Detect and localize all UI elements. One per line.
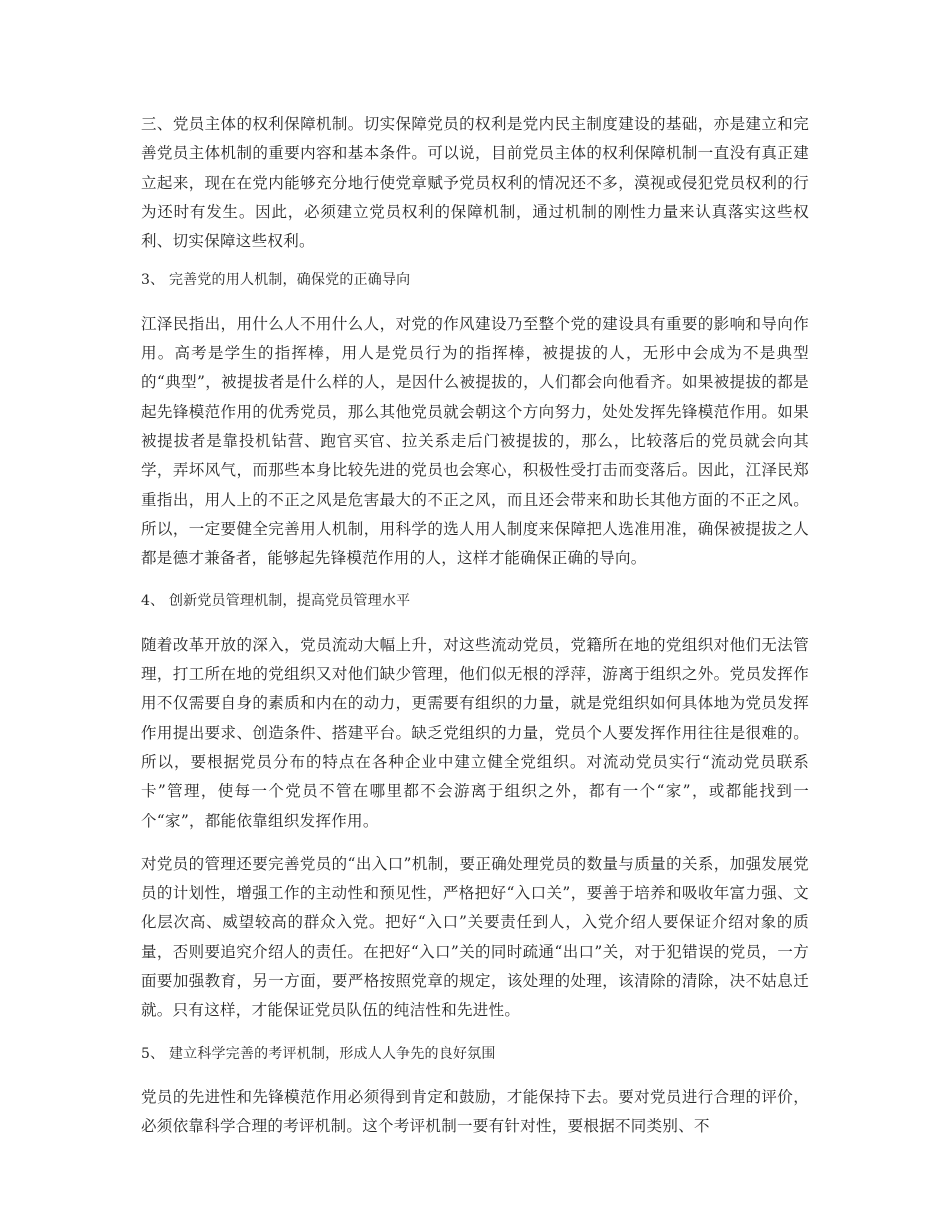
paragraph-entry-exit: 对党员的管理还要完善党员的“出入口”机制，要正确处理党员的数量与质量的关系，加强发展党员的计划性，增强工作的主动性和预见性，严格把好“入口关”，要善于培养和吸收年富力强、文化层次高、威望较高的群众入党。把好“入口”关要责任到人，入党介绍人要保证介绍对象的质量，否则要追究介绍人的责任。在把好“入口”关的同时疏通“出口”关，对于犯错误的党员，一方面要加强教育，另一方面，要严格按照党章的规定，该处理的处理，该清除的清除，决不姑息迁就。只有这样，才能保证党员队伍的纯洁性和先进性。 xyxy=(141,854,809,1020)
paragraph-personnel-mechanism: 江泽民指出，用什么人不用什么人，对党的作风建设乃至整个党的建设具有重要的影响和导向作用。高考是学生的指挥棒，用人是党员行为的指挥棒，被提拔的人，无形中会成为不是典型的“典型”，被提拔者是什么样的人，是因什么被提拔的，人们都会向他看齐。如果被提拔的都是起先锋模范作用的优秀党员，那么其他党员就会朝这个方向努力，处处发挥先锋模范作用。如果被提拔者是靠投机钻营、跑官买官、拉关系走后门被提拔的，那么，比较落后的党员就会向其学，弄坏风气，而那些本身比较先进的党员也会寒心，积极性受打击而变落后。因此，江泽民郑重指出，用人上的不正之风是危害最大的不正之风，而且还会带来和助长其他方面的不正之风。所以，一定要健全完善用人机制，用科学的选人用人制度来保障把人选准用准，确保被提拔之人都是德才兼备者，能够起先锋模范作用的人，这样才能确保正确的导向。 xyxy=(141,314,809,568)
section-heading-5: 5、 建立科学完善的考评机制，形成人人争先的良好氛围 xyxy=(141,1045,496,1062)
section-heading-4: 4、 创新党员管理机制，提高党员管理水平 xyxy=(141,593,411,610)
paragraph-rights-mechanism: 三、党员主体的权利保障机制。切实保障党员的权利是党内民主制度建设的基础，亦是建立和完善党员主体机制的重要内容和基本条件。可以说，目前党员主体的权利保障机制一直没有真正建立起来，现在在党内能够充分地行使党章赋予党员权利的情况还不多，漠视或侵犯党员权利的行为还时有发生。因此，必须建立党员权利的保障机制，通过机制的刚性力量来认真落实这些权利、切实保障这些权利。 xyxy=(141,115,809,251)
paragraph-evaluation: 党员的先进性和先锋模范作用必须得到肯定和鼓励，才能保持下去。要对党员进行合理的评价，必须依靠科学合理的考评机制。这个考评机制一要有针对性，要根据不同类别、不 xyxy=(141,1087,809,1136)
section-heading-3: 3、 完善党的用人机制，确保党的正确导向 xyxy=(141,272,411,289)
document-page xyxy=(141,110,809,1156)
paragraph-mobile-members: 随着改革开放的深入，党员流动大幅上升，对这些流动党员，党籍所在地的党组织对他们无法管理，打工所在地的党组织又对他们缺少管理，他们似无根的浮萍，游离于组织之外。党员发挥作用不仅需要自身的素质和内在的动力，更需要有组织的力量，就是党组织如何具体地为党员发挥作用提出要求、创造条件、搭建平台。缺乏党组织的力量，党员个人要发挥作用往往是很难的。所以，要根据党员分布的特点在各种企业中建立健全党组织。对流动党员实行“流动党员联系卡”管理，使每一个党员不管在哪里都不会游离于组织之外，都有一个“家”，或都能找到一个“家”，都能依靠组织发挥作用。 xyxy=(141,635,809,830)
